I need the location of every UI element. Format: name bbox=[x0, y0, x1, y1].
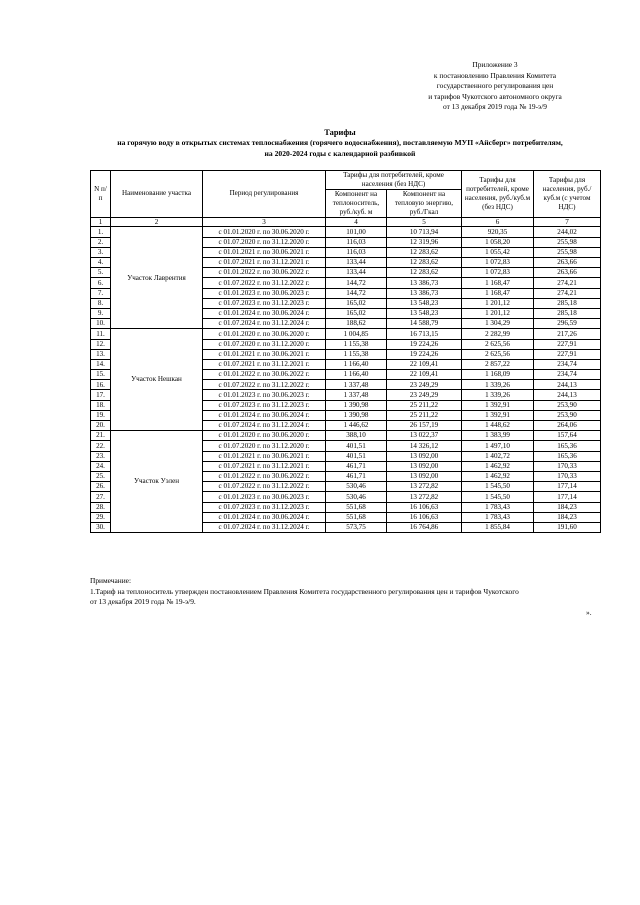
non-population-tariff-cell: 1 545,50 bbox=[462, 492, 534, 502]
population-tariff-cell: 165,36 bbox=[534, 441, 601, 451]
table-row bbox=[91, 431, 601, 441]
period-cell: с 01.01.2021 г. по 30.06.2021 г. bbox=[203, 247, 326, 257]
heat-carrier-cell: 165,02 bbox=[326, 298, 387, 308]
heat-carrier-cell: 551,68 bbox=[326, 502, 387, 512]
population-tariff-cell: 264,06 bbox=[534, 421, 601, 431]
row-number: 2. bbox=[91, 237, 111, 247]
tariffs-table bbox=[90, 170, 601, 533]
non-population-tariff-cell: 1 392,91 bbox=[462, 410, 534, 420]
non-population-tariff-cell: 1 055,42 bbox=[462, 247, 534, 257]
period-cell: с 01.07.2024 г. по 31.12.2024 г. bbox=[203, 319, 326, 329]
non-population-tariff-cell: 1 855,84 bbox=[462, 522, 534, 532]
row-number: 21. bbox=[91, 431, 111, 441]
heat-carrier-cell: 144,72 bbox=[326, 288, 387, 298]
non-population-tariff-cell: 1 392,91 bbox=[462, 400, 534, 410]
period-cell: с 01.01.2020 г. по 30.06.2020 г. bbox=[203, 329, 326, 339]
period-cell: с 01.07.2022 г. по 31.12.2022 г. bbox=[203, 482, 326, 492]
header-group: Тарифы для потребителей, кроме населения (без НДС) bbox=[326, 171, 462, 190]
non-population-tariff-cell: 1 168,47 bbox=[462, 278, 534, 288]
heat-carrier-cell: 1 166,40 bbox=[326, 359, 387, 369]
period-cell: с 01.01.2024 г. по 30.06.2024 г. bbox=[203, 410, 326, 420]
heat-energy-cell: 19 224,26 bbox=[387, 339, 462, 349]
heat-carrier-cell: 388,10 bbox=[326, 431, 387, 441]
row-number: 13. bbox=[91, 349, 111, 359]
non-population-tariff-cell: 1 497,10 bbox=[462, 441, 534, 451]
heat-carrier-cell: 530,46 bbox=[326, 482, 387, 492]
header-population: Тарифы для населения, руб./куб.м (с учетом НДС) bbox=[534, 171, 601, 218]
period-cell: с 01.01.2023 г. по 30.06.2023 г. bbox=[203, 390, 326, 400]
period-cell: с 01.07.2023 г. по 31.12.2023 г. bbox=[203, 298, 326, 308]
period-cell: с 01.01.2024 г. по 30.06.2024 г. bbox=[203, 512, 326, 522]
period-cell: с 01.07.2020 г. по 31.12.2020 г. bbox=[203, 441, 326, 451]
period-cell: с 01.07.2023 г. по 31.12.2023 г. bbox=[203, 502, 326, 512]
row-number: 10. bbox=[91, 319, 111, 329]
row-number: 17. bbox=[91, 390, 111, 400]
non-population-tariff-cell: 1 383,99 bbox=[462, 431, 534, 441]
notes-line: 1.Тариф на теплоноситель утвержден постановлением Правления Комитета государственного регулирования цен и тарифов Чукотского bbox=[90, 586, 519, 596]
table-row bbox=[91, 329, 601, 339]
heat-energy-cell: 22 109,41 bbox=[387, 370, 462, 380]
non-population-tariff-cell: 1 783,43 bbox=[462, 512, 534, 522]
header-non-population: Тарифы для потребителей, кроме населения, руб./куб.м (без НДС) bbox=[462, 171, 534, 218]
period-cell: с 01.01.2023 г. по 30.06.2023 г. bbox=[203, 288, 326, 298]
population-tariff-cell: 170,33 bbox=[534, 461, 601, 471]
row-number: 26. bbox=[91, 482, 111, 492]
row-number: 6. bbox=[91, 278, 111, 288]
column-number: 3 bbox=[203, 217, 326, 227]
period-cell: с 01.07.2021 г. по 31.12.2021 г. bbox=[203, 258, 326, 268]
notes-line: от 13 декабря 2019 года № 19-э/9. bbox=[90, 597, 196, 607]
population-tariff-cell: 244,13 bbox=[534, 390, 601, 400]
appendix-line: к постановлению Правления Комитета bbox=[433, 70, 557, 80]
population-tariff-cell: 244,02 bbox=[534, 227, 601, 237]
heat-energy-cell: 14 588,79 bbox=[387, 319, 462, 329]
appendix-line: государственного регулирования цен bbox=[436, 81, 554, 90]
column-number: 1 bbox=[91, 217, 111, 227]
title-main: Тарифы bbox=[324, 128, 356, 137]
row-number: 25. bbox=[91, 471, 111, 481]
title-line: на горячую воду в открытых системах теплоснабжения (горячего водоснабжения), поставляемую МУП «Айсберг» потребителям, bbox=[117, 138, 563, 148]
period-cell: с 01.01.2023 г. по 30.06.2023 г. bbox=[203, 492, 326, 502]
population-tariff-cell: 255,98 bbox=[534, 247, 601, 257]
population-tariff-cell: 253,90 bbox=[534, 400, 601, 410]
non-population-tariff-cell: 1 072,83 bbox=[462, 258, 534, 268]
non-population-tariff-cell: 920,35 bbox=[462, 227, 534, 237]
period-cell: с 01.07.2021 г. по 31.12.2021 г. bbox=[203, 359, 326, 369]
period-cell: с 01.07.2022 г. по 31.12.2022 г. bbox=[203, 278, 326, 288]
row-number: 20. bbox=[91, 421, 111, 431]
header-heat-carrier: Компонент на теплоноситель, руб./куб. м bbox=[326, 189, 387, 217]
heat-energy-cell: 14 326,12 bbox=[387, 441, 462, 451]
row-number: 16. bbox=[91, 380, 111, 390]
population-tariff-cell: 253,90 bbox=[534, 410, 601, 420]
non-population-tariff-cell: 2 625,56 bbox=[462, 349, 534, 359]
heat-carrier-cell: 1 166,40 bbox=[326, 370, 387, 380]
row-number: 1. bbox=[91, 227, 111, 237]
population-tariff-cell: 227,91 bbox=[534, 339, 601, 349]
heat-carrier-cell: 1 390,98 bbox=[326, 400, 387, 410]
row-number: 5. bbox=[91, 268, 111, 278]
population-tariff-cell: 170,33 bbox=[534, 471, 601, 481]
site-name: Участок Лаврентия bbox=[111, 227, 203, 329]
column-number: 7 bbox=[534, 217, 601, 227]
period-cell: с 01.07.2020 г. по 31.12.2020 г. bbox=[203, 339, 326, 349]
heat-energy-cell: 13 092,00 bbox=[387, 471, 462, 481]
header-number: N п/п bbox=[91, 171, 111, 218]
population-tariff-cell: 234,74 bbox=[534, 359, 601, 369]
row-number: 23. bbox=[91, 451, 111, 461]
population-tariff-cell: 184,23 bbox=[534, 512, 601, 522]
heat-energy-cell: 13 272,82 bbox=[387, 482, 462, 492]
heat-energy-cell: 16 106,63 bbox=[387, 502, 462, 512]
appendix-block bbox=[400, 60, 590, 113]
heat-energy-cell: 25 211,22 bbox=[387, 400, 462, 410]
population-tariff-cell: 274,21 bbox=[534, 278, 601, 288]
heat-carrier-cell: 1 446,62 bbox=[326, 421, 387, 431]
row-number: 11. bbox=[91, 329, 111, 339]
period-cell: с 01.07.2024 г. по 31.12.2024 г. bbox=[203, 421, 326, 431]
row-number: 30. bbox=[91, 522, 111, 532]
population-tariff-cell: 255,98 bbox=[534, 237, 601, 247]
population-tariff-cell: 244,13 bbox=[534, 380, 601, 390]
column-number: 5 bbox=[387, 217, 462, 227]
heat-carrier-cell: 188,62 bbox=[326, 319, 387, 329]
heat-energy-cell: 10 713,94 bbox=[387, 227, 462, 237]
notes-block bbox=[90, 576, 600, 608]
row-number: 29. bbox=[91, 512, 111, 522]
heat-carrier-cell: 1 337,48 bbox=[326, 380, 387, 390]
appendix-line: от 13 декабря 2019 года № 19-э/9 bbox=[443, 102, 547, 111]
heat-carrier-cell: 461,71 bbox=[326, 461, 387, 471]
title-line: на 2020-2024 годы с календарной разбивкой bbox=[264, 148, 416, 158]
heat-energy-cell: 12 283,62 bbox=[387, 247, 462, 257]
population-tariff-cell: 234,74 bbox=[534, 370, 601, 380]
non-population-tariff-cell: 1 462,92 bbox=[462, 461, 534, 471]
heat-energy-cell: 13 022,37 bbox=[387, 431, 462, 441]
period-cell: с 01.01.2020 г. по 30.06.2020 г. bbox=[203, 431, 326, 441]
non-population-tariff-cell: 1 339,26 bbox=[462, 390, 534, 400]
population-tariff-cell: 217,26 bbox=[534, 329, 601, 339]
population-tariff-cell: 285,18 bbox=[534, 308, 601, 318]
heat-energy-cell: 22 109,41 bbox=[387, 359, 462, 369]
heat-carrier-cell: 401,51 bbox=[326, 441, 387, 451]
non-population-tariff-cell: 1 448,62 bbox=[462, 421, 534, 431]
non-population-tariff-cell: 1 201,12 bbox=[462, 298, 534, 308]
period-cell: с 01.01.2020 г. по 30.06.2020 г. bbox=[203, 227, 326, 237]
heat-carrier-cell: 401,51 bbox=[326, 451, 387, 461]
row-number: 27. bbox=[91, 492, 111, 502]
period-cell: с 01.07.2023 г. по 31.12.2023 г. bbox=[203, 400, 326, 410]
population-tariff-cell: 263,66 bbox=[534, 268, 601, 278]
column-number: 2 bbox=[111, 217, 203, 227]
heat-energy-cell: 19 224,26 bbox=[387, 349, 462, 359]
non-population-tariff-cell: 2 625,56 bbox=[462, 339, 534, 349]
period-cell: с 01.07.2022 г. по 31.12.2022 г. bbox=[203, 380, 326, 390]
appendix-line: и тарифов Чукотского автономного округа bbox=[428, 91, 562, 101]
heat-energy-cell: 23 249,29 bbox=[387, 380, 462, 390]
heat-carrier-cell: 461,71 bbox=[326, 471, 387, 481]
period-cell: с 01.07.2024 г. по 31.12.2024 г. bbox=[203, 522, 326, 532]
heat-carrier-cell: 1 004,85 bbox=[326, 329, 387, 339]
heat-carrier-cell: 551,68 bbox=[326, 512, 387, 522]
non-population-tariff-cell: 1 783,43 bbox=[462, 502, 534, 512]
population-tariff-cell: 285,18 bbox=[534, 298, 601, 308]
heat-carrier-cell: 116,03 bbox=[326, 247, 387, 257]
heat-carrier-cell: 1 155,38 bbox=[326, 349, 387, 359]
period-cell: с 01.01.2022 г. по 30.06.2022 г. bbox=[203, 268, 326, 278]
table-body bbox=[91, 227, 601, 533]
population-tariff-cell: 157,64 bbox=[534, 431, 601, 441]
population-tariff-cell: 274,21 bbox=[534, 288, 601, 298]
header-site: Наименование участка bbox=[111, 171, 203, 218]
heat-energy-cell: 12 283,62 bbox=[387, 268, 462, 278]
heat-energy-cell: 23 249,29 bbox=[387, 390, 462, 400]
heat-energy-cell: 13 548,23 bbox=[387, 308, 462, 318]
population-tariff-cell: 165,36 bbox=[534, 451, 601, 461]
row-number: 8. bbox=[91, 298, 111, 308]
row-number: 12. bbox=[91, 339, 111, 349]
row-number: 4. bbox=[91, 258, 111, 268]
non-population-tariff-cell: 1 168,09 bbox=[462, 370, 534, 380]
row-number: 22. bbox=[91, 441, 111, 451]
heat-carrier-cell: 1 390,98 bbox=[326, 410, 387, 420]
row-number: 28. bbox=[91, 502, 111, 512]
population-tariff-cell: 296,59 bbox=[534, 319, 601, 329]
heat-carrier-cell: 165,02 bbox=[326, 308, 387, 318]
period-cell: с 01.01.2021 г. по 30.06.2021 г. bbox=[203, 451, 326, 461]
heat-carrier-cell: 1 337,48 bbox=[326, 390, 387, 400]
non-population-tariff-cell: 1 201,12 bbox=[462, 308, 534, 318]
column-number: 4 bbox=[326, 217, 387, 227]
population-tariff-cell: 191,60 bbox=[534, 522, 601, 532]
row-number: 19. bbox=[91, 410, 111, 420]
non-population-tariff-cell: 1 072,83 bbox=[462, 268, 534, 278]
heat-energy-cell: 16 764,86 bbox=[387, 522, 462, 532]
site-name: Участок Нешкан bbox=[111, 329, 203, 431]
period-cell: с 01.01.2024 г. по 30.06.2024 г. bbox=[203, 308, 326, 318]
heat-carrier-cell: 116,03 bbox=[326, 237, 387, 247]
heat-energy-cell: 16 106,63 bbox=[387, 512, 462, 522]
heat-energy-cell: 13 386,73 bbox=[387, 288, 462, 298]
population-tariff-cell: 177,14 bbox=[534, 492, 601, 502]
heat-energy-cell: 16 713,15 bbox=[387, 329, 462, 339]
column-number: 6 bbox=[462, 217, 534, 227]
non-population-tariff-cell: 2 282,99 bbox=[462, 329, 534, 339]
header-period: Период регулирования bbox=[203, 171, 326, 218]
header-heat-energy: Компонент на тепловую энергию, руб./Гкал bbox=[387, 189, 462, 217]
heat-energy-cell: 12 283,62 bbox=[387, 258, 462, 268]
non-population-tariff-cell: 1 402,72 bbox=[462, 451, 534, 461]
heat-carrier-cell: 144,72 bbox=[326, 278, 387, 288]
row-number: 14. bbox=[91, 359, 111, 369]
population-tariff-cell: 177,14 bbox=[534, 482, 601, 492]
heat-carrier-cell: 1 155,38 bbox=[326, 339, 387, 349]
row-number: 18. bbox=[91, 400, 111, 410]
row-number: 3. bbox=[91, 247, 111, 257]
period-cell: с 01.01.2022 г. по 30.06.2022 г. bbox=[203, 370, 326, 380]
heat-energy-cell: 13 092,00 bbox=[387, 451, 462, 461]
closing-quote: ». bbox=[586, 608, 592, 617]
heat-carrier-cell: 133,44 bbox=[326, 258, 387, 268]
notes-heading: Примечание: bbox=[90, 576, 132, 585]
heat-carrier-cell: 530,46 bbox=[326, 492, 387, 502]
population-tariff-cell: 263,66 bbox=[534, 258, 601, 268]
period-cell: с 01.01.2022 г. по 30.06.2022 г. bbox=[203, 471, 326, 481]
heat-carrier-cell: 133,44 bbox=[326, 268, 387, 278]
population-tariff-cell: 227,91 bbox=[534, 349, 601, 359]
heat-energy-cell: 13 386,73 bbox=[387, 278, 462, 288]
table-row bbox=[91, 227, 601, 237]
heat-energy-cell: 13 548,23 bbox=[387, 298, 462, 308]
non-population-tariff-cell: 1 058,20 bbox=[462, 237, 534, 247]
row-number: 15. bbox=[91, 370, 111, 380]
non-population-tariff-cell: 2 857,22 bbox=[462, 359, 534, 369]
row-number: 7. bbox=[91, 288, 111, 298]
heat-energy-cell: 25 211,22 bbox=[387, 410, 462, 420]
heat-energy-cell: 12 319,96 bbox=[387, 237, 462, 247]
row-number: 24. bbox=[91, 461, 111, 471]
period-cell: с 01.01.2021 г. по 30.06.2021 г. bbox=[203, 349, 326, 359]
population-tariff-cell: 184,23 bbox=[534, 502, 601, 512]
non-population-tariff-cell: 1 304,29 bbox=[462, 319, 534, 329]
period-cell: с 01.07.2020 г. по 31.12.2020 г. bbox=[203, 237, 326, 247]
heat-carrier-cell: 573,75 bbox=[326, 522, 387, 532]
non-population-tariff-cell: 1 168,47 bbox=[462, 288, 534, 298]
heat-carrier-cell: 101,00 bbox=[326, 227, 387, 237]
heat-energy-cell: 13 272,82 bbox=[387, 492, 462, 502]
non-population-tariff-cell: 1 339,26 bbox=[462, 380, 534, 390]
heat-energy-cell: 26 157,19 bbox=[387, 421, 462, 431]
non-population-tariff-cell: 1 462,92 bbox=[462, 471, 534, 481]
period-cell: с 01.07.2021 г. по 31.12.2021 г. bbox=[203, 461, 326, 471]
row-number: 9. bbox=[91, 308, 111, 318]
appendix-line: Приложение 3 bbox=[472, 60, 518, 69]
document-title bbox=[70, 128, 610, 159]
non-population-tariff-cell: 1 545,50 bbox=[462, 482, 534, 492]
site-name: Участок Уэлен bbox=[111, 431, 203, 533]
heat-energy-cell: 13 092,00 bbox=[387, 461, 462, 471]
